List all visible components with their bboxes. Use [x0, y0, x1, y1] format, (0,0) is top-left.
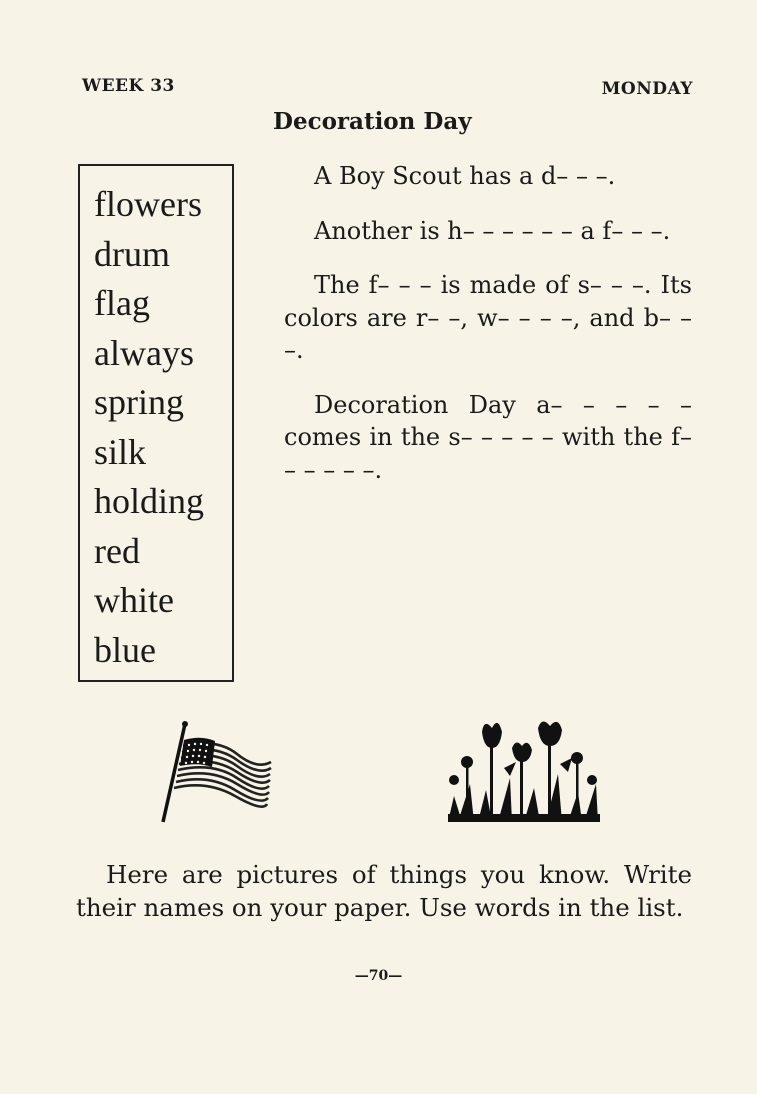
- sentence-paragraph: The f– – – is made of s– – –. Its colors are r– –, w– – – –, and b– – –.: [284, 271, 692, 364]
- american-flag-icon: [157, 718, 277, 826]
- page-title: Decoration Day: [273, 108, 472, 135]
- word-list-item: spring: [94, 382, 184, 422]
- word-list-item: red: [94, 530, 140, 571]
- sentence-paragraph: A Boy Scout has a d– – –.: [314, 162, 616, 190]
- sentence-paragraph: Decoration Day a– – – – – comes in the s– – – – – with the f– – – – – –.: [284, 390, 692, 484]
- word-list-box: [78, 164, 234, 682]
- word-list-item: always: [94, 332, 194, 373]
- word-list-item: flowers: [94, 184, 202, 224]
- week-label: WEEK 33: [82, 76, 175, 96]
- instructions-text: Here are pictures of things you know. Write their names on your paper. Use words in the list.: [76, 860, 692, 922]
- word-list-item: silk: [94, 431, 147, 472]
- sentence-paragraph: Another is h– – – – – – a f– – –.: [314, 216, 671, 245]
- word-list-item: blue: [94, 629, 156, 670]
- word-list-item: white: [94, 580, 174, 620]
- day-label: MONDAY: [601, 79, 693, 99]
- flowers-picture: [440, 718, 608, 822]
- page-number: —70—: [354, 968, 403, 984]
- flag-picture: [157, 718, 277, 826]
- fill-in-sentences: [284, 160, 692, 508]
- word-list-item: flag: [94, 283, 150, 323]
- word-list-item: drum: [94, 233, 170, 274]
- flowers-icon: [440, 718, 608, 822]
- word-list-item: holding: [94, 481, 205, 521]
